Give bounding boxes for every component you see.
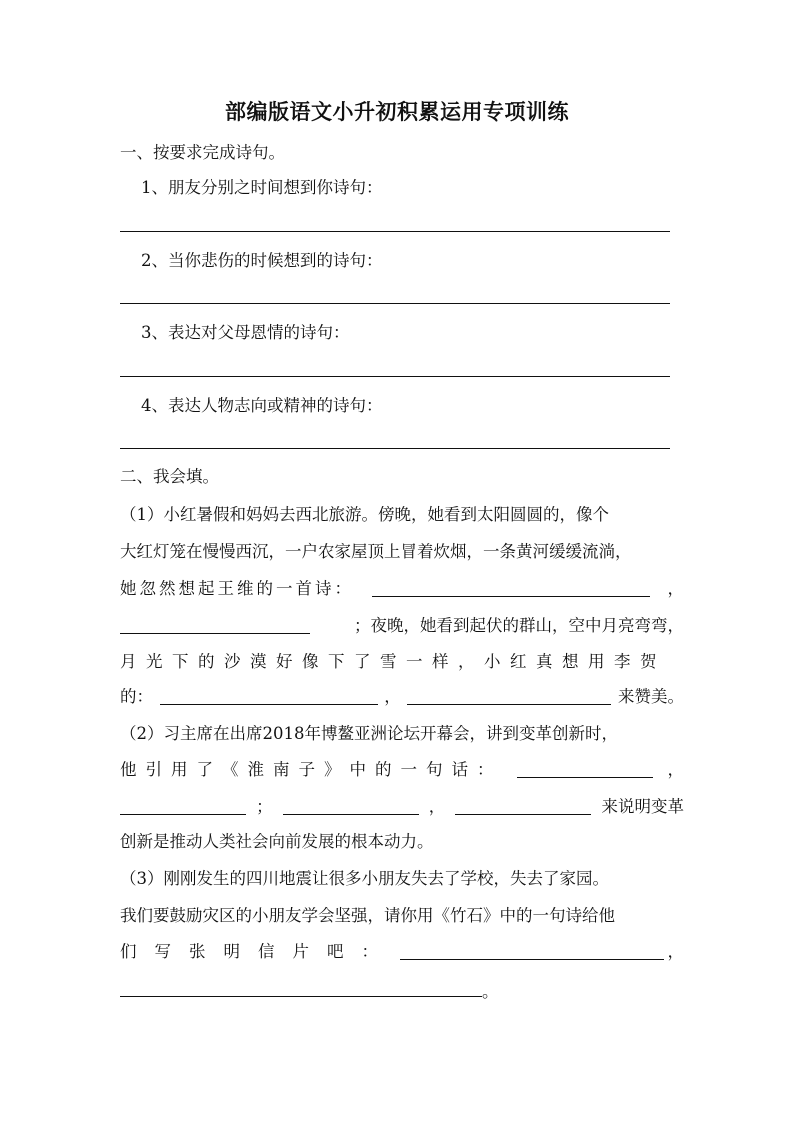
q3-blank-1[interactable] bbox=[400, 941, 664, 960]
q1-line-6-text: 的： bbox=[120, 687, 153, 706]
section1-heading: 一、按要求完成诗句。 bbox=[120, 143, 285, 162]
q2-line-2-text: 他引用了《淮南子》中的一句话： bbox=[120, 760, 503, 779]
answer-line-1[interactable] bbox=[120, 231, 670, 232]
page-title: 部编版语文小升初积累运用专项训练 bbox=[225, 100, 569, 124]
q1-line-6-end: 来赞美。 bbox=[618, 687, 684, 706]
q2-semicolon: ； bbox=[256, 797, 273, 816]
q2-blank-4[interactable] bbox=[455, 796, 591, 815]
answer-line-3[interactable] bbox=[120, 376, 670, 377]
section1-item-4: 4、表达人物志向或精神的诗句： bbox=[141, 396, 383, 415]
answer-line-2[interactable] bbox=[120, 303, 670, 304]
q2-line-1: （2）习主席在出席2018年博鳌亚洲论坛开幕会，讲到变革创新时， bbox=[120, 724, 618, 743]
answer-line-4[interactable] bbox=[120, 448, 670, 449]
q1-blank-4[interactable] bbox=[407, 686, 611, 705]
q2-comma-2: ， bbox=[428, 797, 446, 816]
section2-heading: 二、我会填。 bbox=[120, 467, 219, 486]
q1-line-4 bbox=[120, 615, 684, 637]
q1-line-6 bbox=[120, 686, 684, 708]
q2-blank-3[interactable] bbox=[283, 796, 419, 815]
q1-line-5-text: 月光下的沙漠好像下了雪一样，小红真想用李贺 bbox=[120, 652, 666, 671]
q2-blank-1[interactable] bbox=[517, 759, 653, 778]
q1-line-2: 大红灯笼在慢慢西沉，一户农家屋顶上冒着炊烟，一条黄河缓缓流淌， bbox=[120, 542, 632, 561]
q1-line-4-text: ；夜晚，她看到起伏的群山，空中月亮弯弯， bbox=[354, 616, 684, 635]
q3-line-3-text: 们写张明信片吧： bbox=[120, 942, 396, 961]
q1-line-3 bbox=[120, 578, 684, 600]
q3-comma: ， bbox=[667, 942, 684, 961]
q1-comma-2: ， bbox=[384, 687, 401, 706]
q3-line-1: （3）刚刚发生的四川地震让很多小朋友失去了学校，失去了家园。 bbox=[120, 869, 609, 888]
section1-item-3: 3、表达对父母恩情的诗句： bbox=[141, 323, 350, 342]
q3-line-2: 我们要鼓励灾区的小朋友学会坚强，请你用《竹石》中的一句诗给他 bbox=[120, 906, 615, 925]
q2-line-2 bbox=[120, 759, 684, 781]
q2-comma-1: ， bbox=[667, 760, 684, 779]
q3-blank-2[interactable] bbox=[120, 978, 482, 997]
q1-blank-3[interactable] bbox=[160, 686, 378, 705]
q1-blank-1[interactable] bbox=[372, 578, 650, 597]
q1-comma-1: ， bbox=[667, 579, 684, 598]
q2-line-4: 创新是推动人类社会向前发展的根本动力。 bbox=[120, 832, 434, 851]
q1-line-3-text: 她忽然想起王维的一首诗： bbox=[120, 579, 354, 598]
section1-item-2: 2、当你悲伤的时候想到的诗句： bbox=[141, 251, 383, 270]
q1-line-1: （1）小红暑假和妈妈去西北旅游。傍晚，她看到太阳圆圆的，像个 bbox=[120, 505, 609, 524]
q2-line-3 bbox=[120, 796, 684, 818]
q2-line-3-end: 来说明变革 bbox=[601, 797, 684, 816]
q3-line-3 bbox=[120, 941, 684, 963]
q1-blank-2[interactable] bbox=[120, 615, 310, 634]
q3-period: 。 bbox=[482, 982, 499, 1001]
q2-blank-2[interactable] bbox=[120, 796, 246, 815]
section1-item-1: 1、朋友分别之时间想到你诗句： bbox=[141, 178, 383, 197]
q3-line-4 bbox=[120, 978, 499, 1003]
q1-line-5 bbox=[120, 651, 684, 673]
